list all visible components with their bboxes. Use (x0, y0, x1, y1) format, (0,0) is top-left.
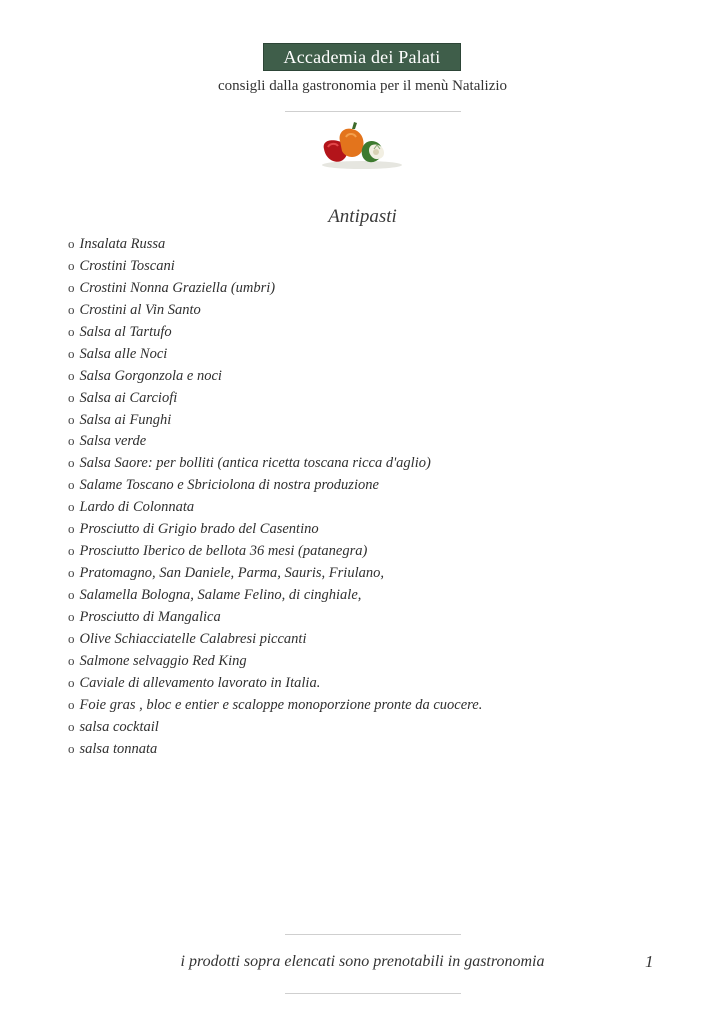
list-item-text: Prosciutto di Mangalica (79, 608, 221, 625)
antipasti-list (68, 233, 482, 760)
list-item (68, 518, 482, 540)
bullet: o (68, 389, 75, 405)
list-item (68, 299, 482, 321)
bullet: o (68, 367, 75, 383)
page-number: 1 (645, 952, 654, 971)
list-item-text: Salsa ai Carciofi (79, 389, 178, 406)
list-item (68, 387, 482, 409)
list-item-text: Salsa al Tartufo (79, 323, 172, 340)
list-item (68, 277, 482, 299)
list-item-text: salsa tonnata (79, 740, 158, 757)
list-item (68, 474, 482, 496)
list-item (68, 606, 482, 628)
footer-note: i prodotti sopra elencati sono prenotabili in gastronomia (180, 953, 545, 970)
bullet: o (68, 652, 75, 668)
bullet: o (68, 565, 75, 581)
list-item-text: Insalata Russa (79, 236, 166, 252)
page-subtitle: consigli dalla gastronomia per il menù Natalizio (217, 78, 508, 94)
list-item-text: Prosciutto di Grigio brado del Casentino (79, 521, 319, 538)
list-item (68, 716, 482, 738)
bullet: o (68, 608, 75, 624)
list-item-text: Foie gras , bloc e entier e scaloppe monoporzione pronte da cuocere. (79, 696, 483, 713)
list-item-text: Salmone selvaggio Red King (79, 652, 247, 669)
bullet: o (68, 301, 75, 317)
list-item (68, 343, 482, 365)
list-item (68, 694, 482, 716)
bullet: o (68, 718, 75, 734)
list-item-text: Salsa ai Funghi (79, 411, 172, 428)
list-item (68, 584, 482, 606)
list-item-text: Salsa Gorgonzola e noci (79, 367, 222, 384)
list-item (68, 365, 482, 387)
bullet: o (68, 696, 75, 712)
list-item-text: Crostini Nonna Graziella (umbri) (79, 279, 276, 296)
divider-footer-top (285, 934, 461, 935)
bullet: o (68, 236, 75, 251)
list-item-text: Salsa alle Noci (79, 345, 168, 362)
list-item (68, 452, 482, 474)
section-title-antipasti: Antipasti (328, 206, 397, 227)
bullet: o (68, 587, 75, 602)
list-item (68, 430, 482, 452)
list-item-text: Prosciutto Iberico de bellota 36 mesi (patanegra) (79, 543, 368, 560)
list-item (68, 738, 482, 760)
list-item (68, 321, 482, 343)
bullet: o (68, 257, 75, 273)
list-item-text: Salame Toscano e Sbriciolona di nostra produzione (79, 477, 379, 494)
list-item-text: Olive Schiacciatelle Calabresi piccanti (79, 630, 307, 647)
list-item-text: Caviale di allevamento lavorato in Italia. (79, 674, 321, 691)
bullet: o (68, 499, 75, 515)
bullet: o (68, 543, 75, 559)
list-item-text: Crostini Toscani (79, 257, 175, 274)
divider-top (285, 111, 461, 112)
bell-peppers-icon (314, 119, 406, 171)
bullet: o (68, 433, 75, 449)
list-item (68, 562, 482, 584)
bullet: o (68, 674, 75, 690)
list-item (68, 650, 482, 672)
bullet: o (68, 411, 75, 427)
list-item (68, 496, 482, 518)
brand-title: Accademia dei Palati (263, 43, 461, 71)
bullet: o (68, 323, 75, 339)
list-item-text: Lardo di Colonnata (79, 499, 195, 516)
bullet: o (68, 345, 75, 361)
list-item (68, 540, 482, 562)
bullet: o (68, 630, 75, 646)
list-item (68, 255, 482, 277)
bullet: o (68, 455, 75, 471)
list-item-text: Salsa Saore: per bolliti (antica ricetta toscana ricca d'aglio) (79, 455, 431, 472)
divider-footer-bottom (285, 993, 461, 994)
bullet: o (68, 477, 75, 493)
list-item-text: Salamella Bologna, Salame Felino, di cinghiale, (79, 587, 362, 603)
bullet: o (68, 740, 75, 756)
list-item-text: Crostini al Vin Santo (79, 301, 201, 318)
list-item (68, 672, 482, 694)
list-item (68, 233, 482, 255)
bullet: o (68, 279, 75, 295)
bullet: o (68, 521, 75, 537)
list-item-text: Pratomagno, San Daniele, Parma, Sauris, Friulano, (79, 565, 384, 582)
list-item-text: Salsa verde (79, 433, 147, 450)
list-item (68, 409, 482, 431)
list-item (68, 628, 482, 650)
list-item-text: salsa cocktail (79, 718, 159, 735)
